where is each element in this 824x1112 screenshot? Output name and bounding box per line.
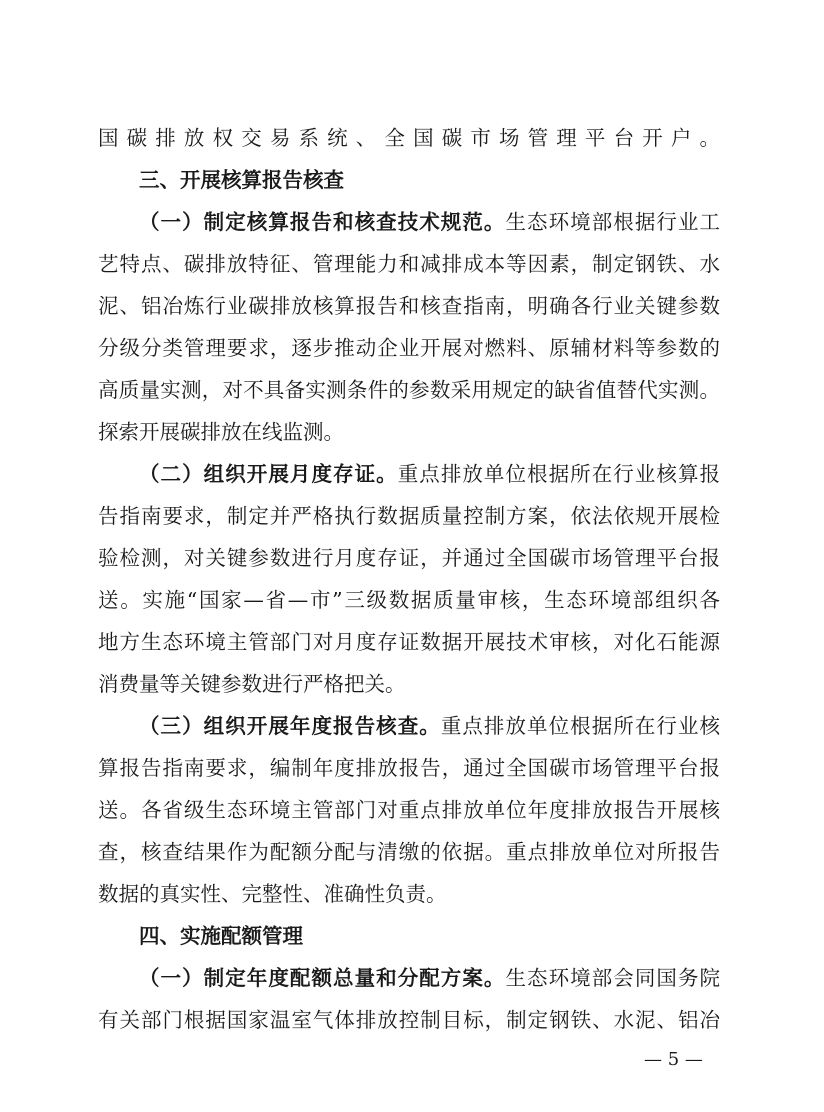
text-line	[98, 831, 720, 873]
heading-text: 四、实施配额管理	[139, 924, 303, 948]
paragraph-start-line	[98, 705, 720, 747]
line-text: 算报告指南要求，编制年度排放报告，通过全国碳市场管理平台报	[98, 756, 720, 780]
line-text: 送。实施“国家—省—市”三级数据质量审核，生态环境部组织各	[98, 588, 720, 612]
subsection-title: （一）制定核算报告和核查技术规范。	[139, 210, 506, 234]
line-text: 分级分类管理要求，逐步推动企业开展对燃料、原辅材料等参数的	[98, 336, 720, 360]
line-text: 艺特点、碳排放特征、管理能力和减排成本等因素，制定钢铁、水	[98, 252, 720, 276]
text-line	[98, 117, 720, 159]
heading-text: 三、开展核算报告核查	[139, 168, 344, 192]
paragraph-start-line	[98, 957, 720, 999]
line-text: 重点排放单位根据所在行业核算报	[397, 462, 721, 486]
text-line	[98, 873, 720, 915]
text-line	[98, 243, 720, 285]
line-text: 告指南要求，制定并严格执行数据质量控制方案，依法依规开展检	[98, 504, 720, 528]
page-number: — 5 —	[644, 1049, 703, 1070]
line-text: 高质量实测，对不具备实测条件的参数采用规定的缺省值替代实测。	[98, 378, 720, 402]
line-text: 消费量等关键参数进行严格把关。	[98, 672, 406, 696]
line-text: 生态环境部会同国务院	[505, 966, 721, 990]
paragraph-start-line	[98, 201, 720, 243]
text-line	[98, 411, 720, 453]
document-body	[98, 117, 720, 1041]
line-text: 国碳排放权交易系统、全国碳市场管理平台开户。	[98, 126, 720, 150]
section-heading	[98, 159, 720, 201]
line-text: 地方生态环境主管部门对月度存证数据开展技术审核，对化石能源	[98, 630, 720, 654]
line-text: 泥、铝冶炼行业碳排放核算报告和核查指南，明确各行业关键参数	[98, 294, 720, 318]
text-line	[98, 285, 720, 327]
text-line	[98, 495, 720, 537]
section-heading	[98, 915, 720, 957]
subsection-title: （二）组织开展月度存证。	[139, 462, 398, 486]
text-line	[98, 621, 720, 663]
text-line	[98, 369, 720, 411]
text-line	[98, 327, 720, 369]
line-text: 数据的真实性、完整性、准确性负责。	[98, 882, 447, 906]
line-text: 送。各省级生态环境主管部门对重点排放单位年度排放报告开展核	[98, 798, 720, 822]
line-text: 生态环境部根据行业工	[505, 210, 721, 234]
line-text: 重点排放单位根据所在行业核	[440, 714, 721, 738]
text-line	[98, 579, 720, 621]
text-line	[98, 789, 720, 831]
line-text: 有关部门根据国家温室气体排放控制目标，制定钢铁、水泥、铝冶	[98, 1008, 720, 1032]
text-line	[98, 747, 720, 789]
line-text: 查，核查结果作为配额分配与清缴的依据。重点排放单位对所报告	[98, 840, 720, 864]
text-line	[98, 999, 720, 1041]
subsection-title: （一）制定年度配额总量和分配方案。	[139, 966, 506, 990]
text-line	[98, 663, 720, 705]
paragraph-start-line	[98, 453, 720, 495]
line-text: 探索开展碳排放在线监测。	[98, 420, 344, 444]
text-line	[98, 537, 720, 579]
line-text: 验检测，对关键参数进行月度存证，并通过全国碳市场管理平台报	[98, 546, 720, 570]
subsection-title: （三）组织开展年度报告核查。	[139, 714, 441, 738]
